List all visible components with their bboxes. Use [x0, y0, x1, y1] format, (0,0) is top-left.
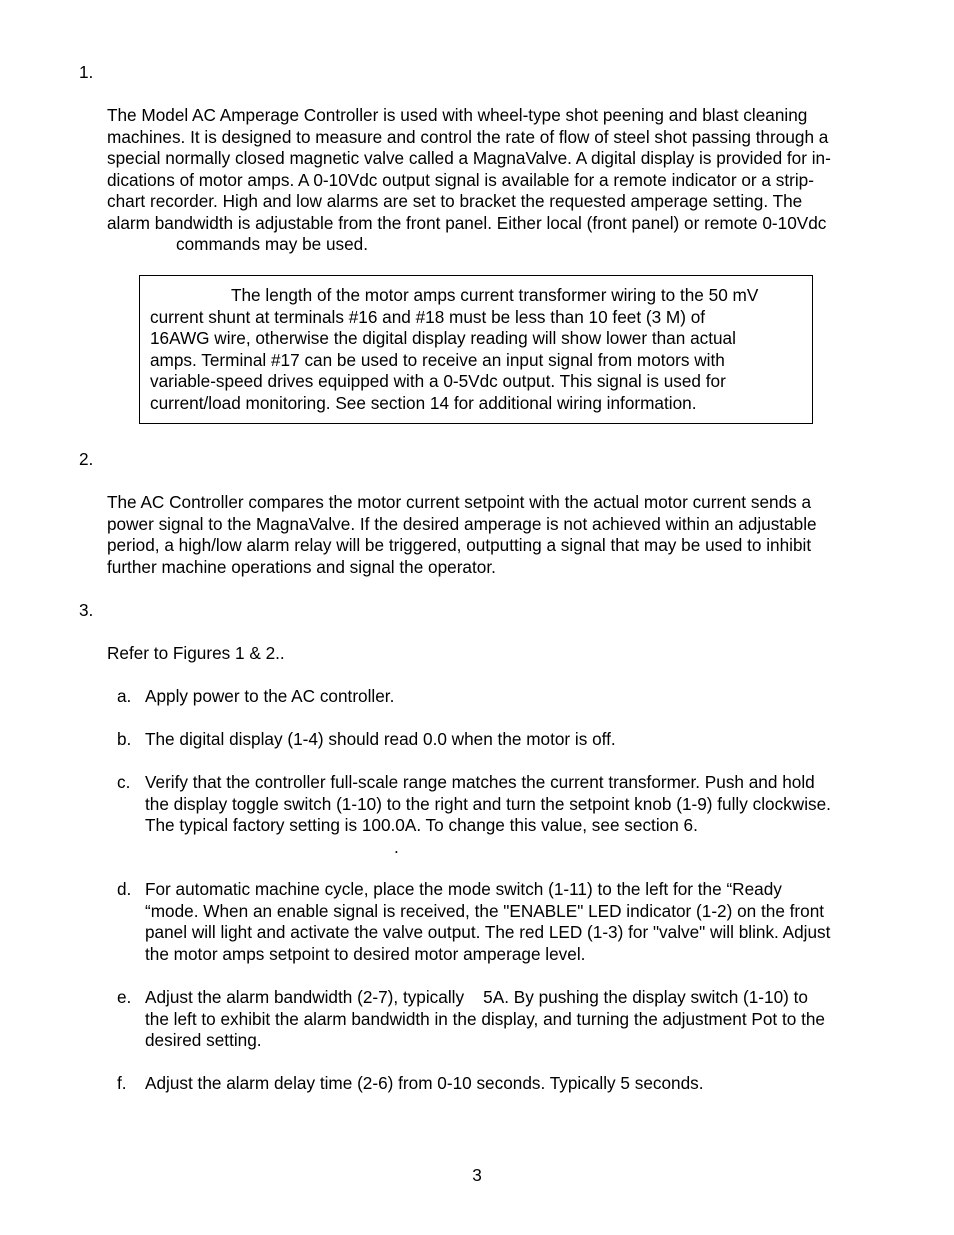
intro-line: special normally closed magnetic valve called a MagnaValve. A digital display is provided for in- — [107, 148, 831, 168]
item-letter-e: e. — [117, 987, 132, 1007]
section-number-3: 3. — [79, 600, 94, 620]
item-line: Adjust the alarm bandwidth (2-7), typically 5A. By pushing the display switch (1-10) to — [145, 987, 808, 1007]
operation-paragraph — [107, 492, 897, 578]
setup-intro: Refer to Figures 1 & 2.. — [107, 643, 285, 663]
item-letter-c: c. — [117, 772, 131, 792]
operation-line: power signal to the MagnaValve. If the desired amperage is not achieved within an adjustable — [107, 513, 817, 534]
note-line: The length of the motor amps current transformer wiring to the 50 mV — [231, 285, 759, 305]
item-text-e — [145, 987, 897, 1052]
intro-line: machines. It is designed to measure and control the rate of flow of steel shot passing through a — [107, 126, 829, 147]
intro-paragraph — [107, 105, 897, 234]
item-letter-b: b. — [117, 729, 132, 749]
note-line: amps. Terminal #17 can be used to receive an input signal from motors with — [150, 349, 725, 370]
note-box — [139, 275, 813, 424]
item-line: For automatic machine cycle, place the mode switch (1-11) to the left for the “Ready — [145, 879, 782, 899]
item-text-b — [145, 729, 897, 751]
operation-line: further machine operations and signal the operator. — [107, 556, 496, 577]
item-line: panel will light and activate the valve output. The red LED (1-3) for "valve" will blink. Adjust — [145, 922, 831, 942]
item-line: the display toggle switch (1-10) to the right and turn the setpoint knob (1-9) fully clockwise. — [145, 793, 831, 814]
item-text-c — [145, 772, 897, 837]
item-text-f — [145, 1073, 897, 1095]
intro-line: dications of motor amps. A 0-10Vdc output signal is available for a remote indicator or a strip- — [107, 169, 814, 190]
item-line: The digital display (1-4) should read 0.0 when the motor is off. — [145, 729, 616, 749]
item-line: the motor amps setpoint to desired motor amperage level. — [145, 943, 586, 964]
page-number: 3 — [472, 1165, 482, 1185]
intro-line: alarm bandwidth is adjustable from the front panel. Either local (front panel) or remote 0-10Vdc — [107, 212, 827, 233]
item-letter-d: d. — [117, 879, 132, 899]
item-line: “mode. When an enable signal is received, the "ENABLE" LED indicator (1-2) on the front — [145, 900, 825, 921]
item-line: The typical factory setting is 100.0A. To change this value, see section 6. — [145, 815, 698, 835]
item-line: Verify that the controller full-scale range matches the current transformer. Push and hold — [145, 772, 815, 792]
item-letter-f: f. — [117, 1073, 127, 1093]
intro-line: chart recorder. High and low alarms are set to bracket the requested amperage setting. The — [107, 191, 803, 211]
operation-line: period, a high/low alarm relay will be triggered, outputting a signal that may be used to inhibit — [107, 535, 812, 555]
note-line: 16AWG wire, otherwise the digital display reading will show lower than actual — [150, 328, 736, 348]
item-line: Adjust the alarm delay time (2-6) from 0-10 seconds. Typically 5 seconds. — [145, 1073, 704, 1093]
item-c-trailing-dot: . — [394, 837, 399, 857]
item-line: Apply power to the AC controller. — [145, 686, 395, 706]
note-line: current shunt at terminals #16 and #18 must be less than 10 feet (3 M) of — [150, 306, 706, 327]
section-number-1: 1. — [79, 62, 94, 82]
operation-line: The AC Controller compares the motor current setpoint with the actual motor current sends a — [107, 492, 812, 512]
intro-last-line: commands may be used. — [176, 234, 369, 254]
note-line: current/load monitoring. See section 14 for additional wiring information. — [150, 392, 697, 413]
item-line: desired setting. — [145, 1030, 262, 1050]
note-line: variable-speed drives equipped with a 0-5Vdc output. This signal is used for — [150, 371, 726, 391]
section-number-2: 2. — [79, 449, 94, 469]
item-text-d — [145, 879, 897, 965]
item-line: the left to exhibit the alarm bandwidth in the display, and turning the adjustment Pot to the — [145, 1008, 825, 1029]
intro-line: The Model AC Amperage Controller is used with wheel-type shot peening and blast cleaning — [107, 105, 808, 125]
item-letter-a: a. — [117, 686, 132, 706]
item-text-a — [145, 686, 897, 708]
